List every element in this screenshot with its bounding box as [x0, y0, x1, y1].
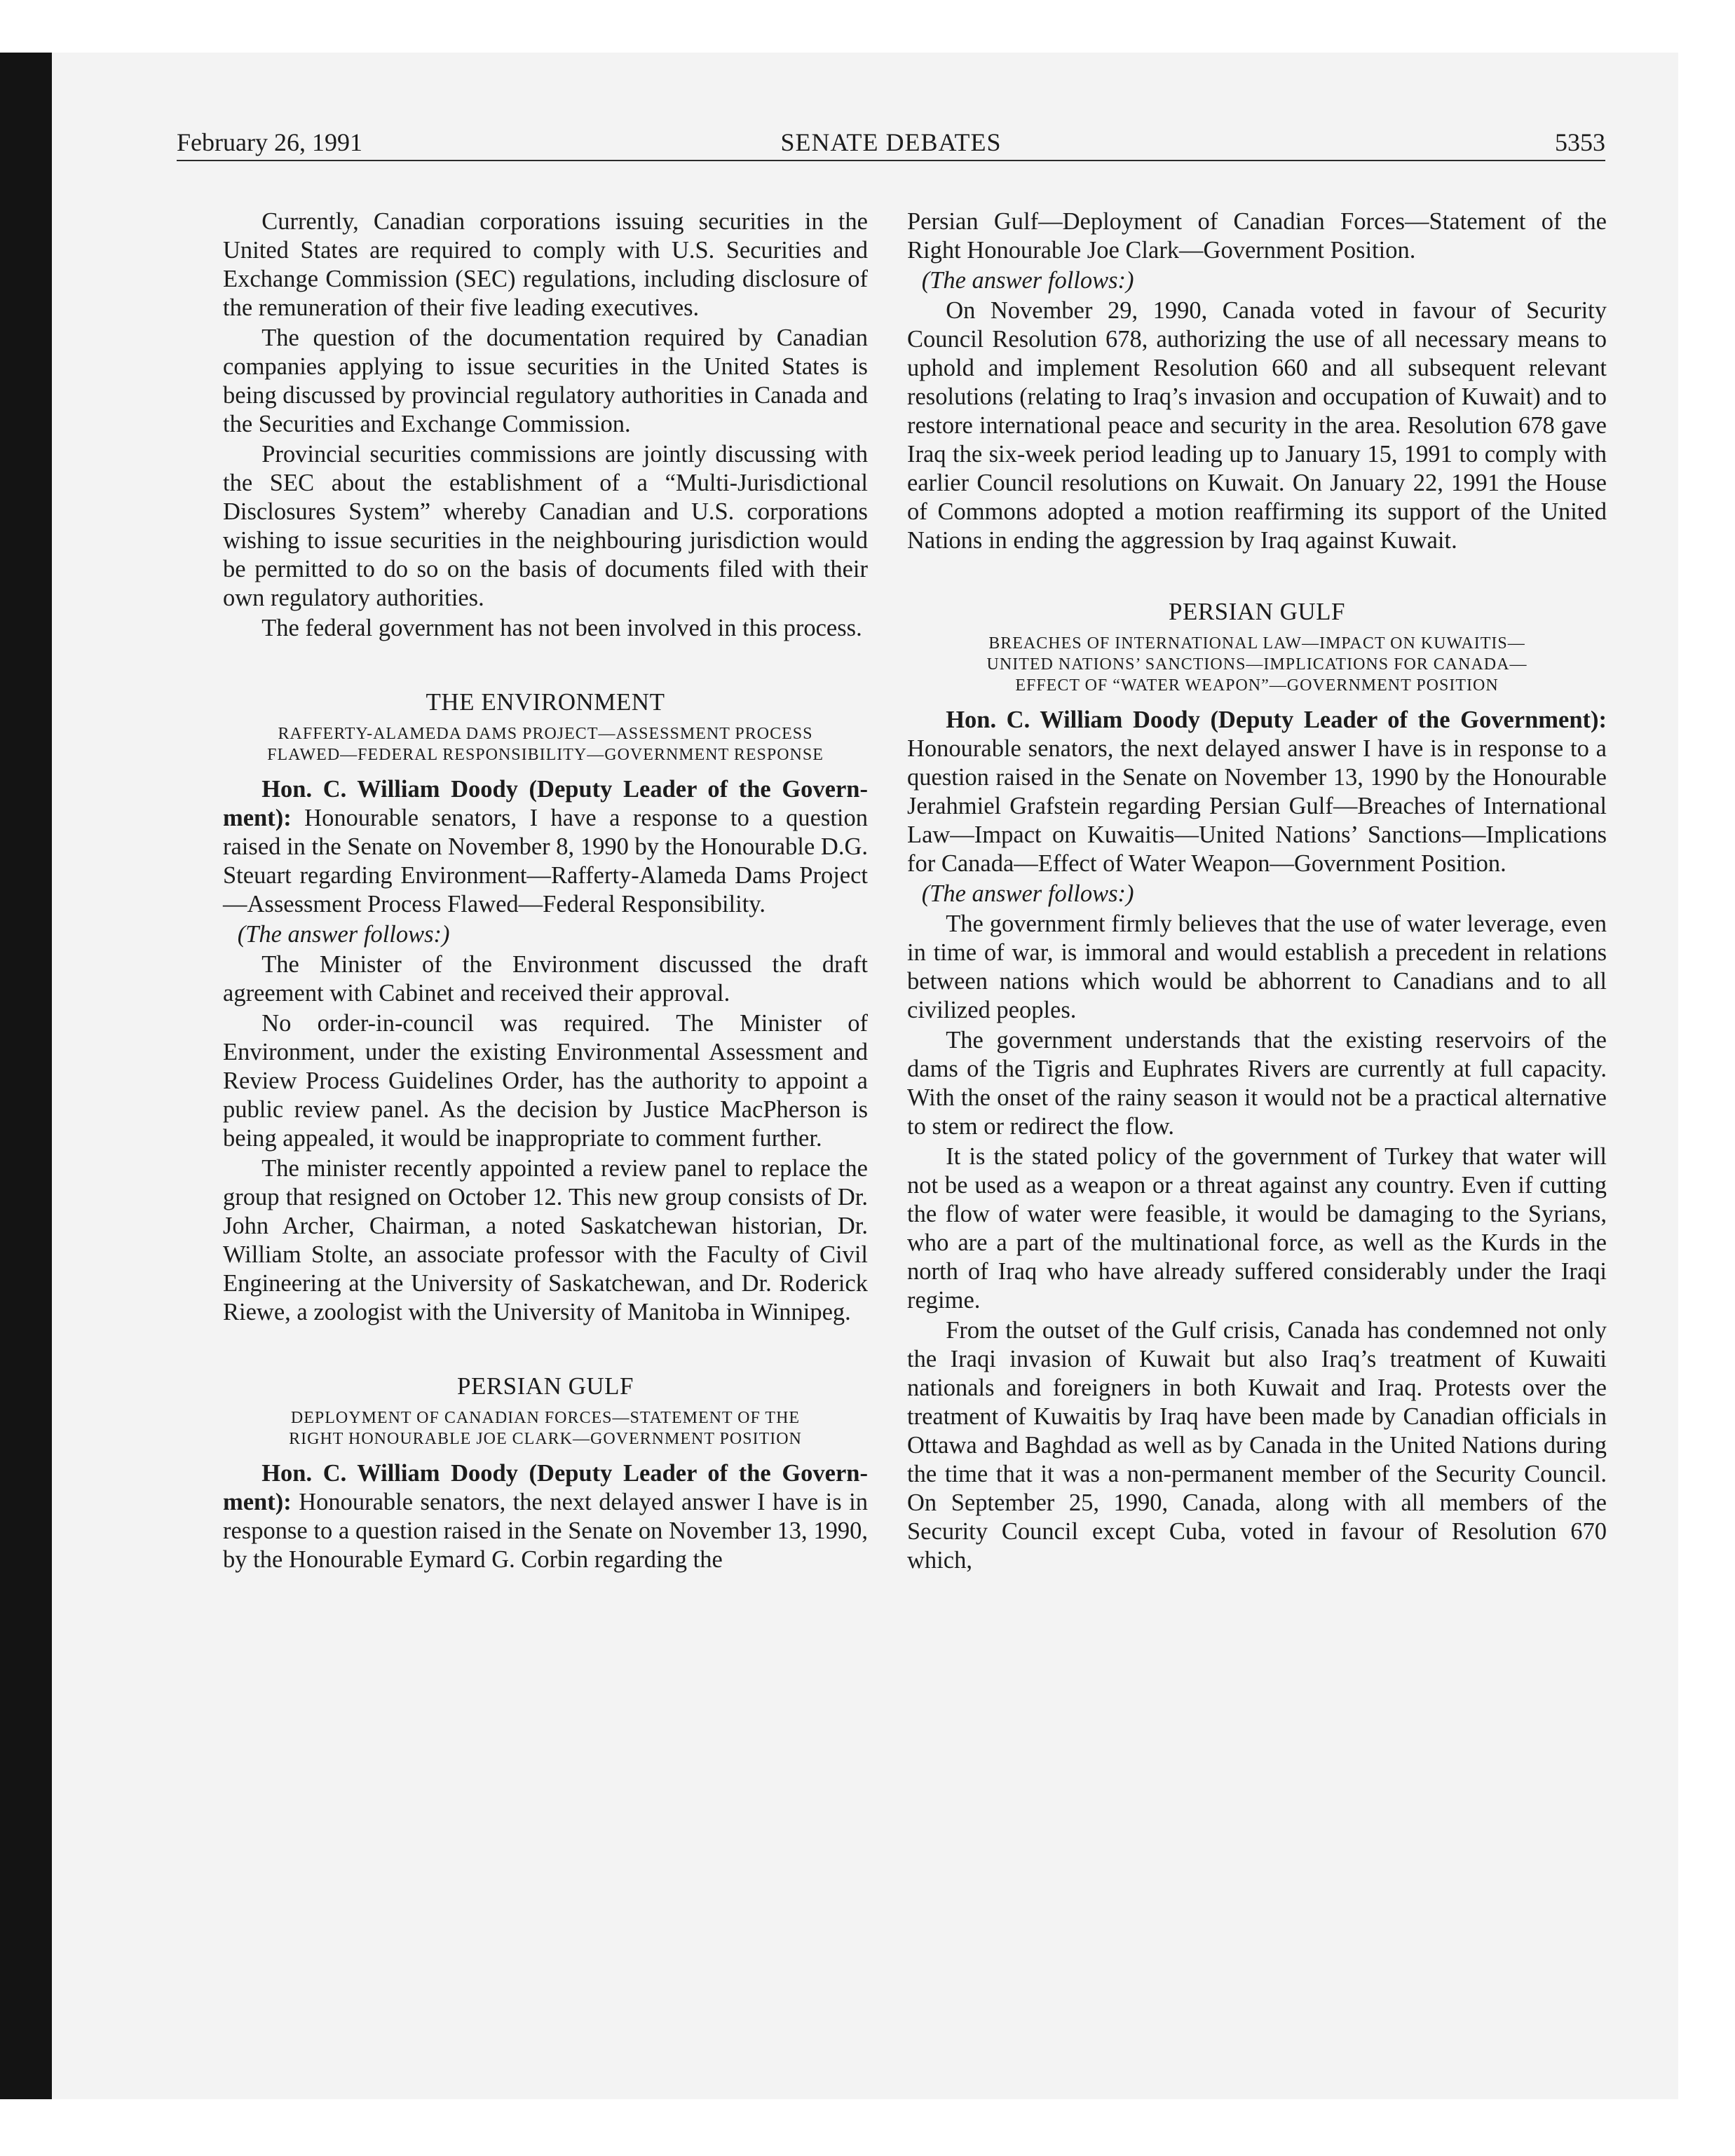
speech-text: Honourable senators, the next delayed answer I have is in response to a question raised in the Senate on November 13, 1990 by the Honourable Jerahmiel Grafstein regarding Persian Gulf—Breaches of International Law—Impact on Kuwaitis—United Nations’ Sanctions—Implications for Canada—Effect of Water Weapon—Government Position.	[907, 735, 1607, 877]
section-subhead	[223, 1407, 868, 1449]
subhead-line: RAFFERTY-ALAMEDA DAMS PROJECT—ASSESSMENT PROCESS	[278, 725, 813, 743]
paragraph: Provincial securities commissions are jointly discussing with the SEC about the establishment of a “Multi-Jurisdictional Disclosures System” whereby Canadian and U.S. corporations wishing to issue securities in the neighbouring jurisdiction would be permitted to do so on the basis of documents filed with their own regulatory authorities.	[223, 441, 868, 611]
speaker-name: Hon. C. William Doody (Deputy Leader of the Government):	[946, 707, 1607, 733]
subhead-line: RIGHT HONOURABLE JOE CLARK—GOVERNMENT POSITION	[289, 1430, 802, 1448]
paragraph: The government understands that the existing reservoirs of the dams of the Tigris and Euphrates Rivers are currently at full capacity. With the onset of the rainy season it would not be a practical alternative to stem or redirect the flow.	[907, 1027, 1607, 1140]
page-number: 5353	[1555, 128, 1605, 156]
subhead-line: EFFECT OF “WATER WEAPON”—GOVERNMENT POSITION	[1015, 676, 1499, 695]
running-header	[177, 125, 1605, 161]
paragraph: The question of the documentation required by Canadian companies applying to issue securities in the United States is being discussed by provincial regulatory authorities in Canada and the Securities and Exchange Commission.	[223, 325, 868, 437]
speech-paragraph	[223, 1459, 868, 1574]
section-subhead	[907, 633, 1607, 696]
speech-paragraph	[907, 706, 1607, 878]
speech-text: Honourable senators, the next delayed answer I have is in response to a question raised in the Senate on November 13, 1990, by the Honourable Eymard G. Corbin regarding the	[223, 1489, 869, 1573]
paragraph: Currently, Canadian corporations issuing securities in the United States are required to comply with U.S. Securities and Exchange Commission (SEC) regulations, including disclosure of the remuneration of their five leading executives.	[223, 208, 868, 321]
paragraph: The Minister of the Environment discussed the draft agreement with Cabinet and received their approval.	[223, 951, 868, 1007]
subhead-line: UNITED NATIONS’ SANCTIONS—IMPLICATIONS FOR CANADA—	[986, 655, 1528, 674]
left-column	[223, 207, 868, 1574]
answer-label: (The answer follows:)	[237, 921, 450, 948]
paragraph: From the outset of the Gulf crisis, Canada has condemned not only the Iraqi invasion of Kuwait but also Iraq’s treatment of Kuwaiti nationals and foreigners in both Kuwait and Iraq. Protests over the treatment of Kuwaitis by Iraq have been made by Canadian officials in Ottawa and Baghdad as well as by Canada in the United Nations during the time that it was a non-permanent member of the Security Council. On September 25, 1990, Canada, along with all members of the Security Council except Cuba, voted in favour of Resolution 670 which,	[907, 1317, 1607, 1574]
paragraph: It is the stated policy of the government of Turkey that water will not be used as a weapon or a threat against any country. Even if cutting the flow of water were feasible, it would be damaging to the Syrians, who are a part of the multinational force, as well as the Kurds in the north of Iraq who have already suffered considerably under the Iraqi regime.	[907, 1143, 1607, 1314]
section-subhead	[223, 723, 868, 765]
speaker-name: Hon. C. William Doody (Deputy Leader of the Government):	[223, 776, 868, 831]
scan-edge	[0, 53, 52, 2099]
section-title-persian-gulf-2: PERSIAN GULF	[1168, 598, 1345, 625]
paragraph: On November 29, 1990, Canada voted in favour of Security Council Resolution 678, authorizing the use of all necessary means to uphold and implement Resolution 660 and all subsequent relevant resolutions (relating to Iraq’s invasion and occupation of Kuwait) and to restore international peace and security in the area. Resolution 678 gave Iraq the six-week period leading up to January 15, 1991 to comply with earlier Council resolutions on Kuwait. On January 22, 1991 the House of Commons adopted a motion reaffirming its support of the United Nations in ending the aggression by Iraq against Kuwait.	[907, 297, 1607, 554]
subhead-line: BREACHES OF INTERNATIONAL LAW—IMPACT ON KUWAITIS—	[988, 634, 1525, 653]
speaker-name: Hon. C. William Doody (Deputy Leader of the Government):	[223, 1460, 868, 1515]
speech-paragraph	[223, 775, 868, 919]
paragraph: The minister recently appointed a review panel to replace the group that resigned on October 12. This new group consists of Dr. John Archer, Chairman, a noted Saskatchewan historian, Dr. William Stolte, an associate professor with the Faculty of Civil Engineering at the University of Saskatchewan, and Dr. Roderick Riewe, a zoologist with the University of Manitoba in Winnipeg.	[223, 1155, 868, 1325]
section-title-persian-gulf: PERSIAN GULF	[456, 1372, 634, 1400]
paragraph: The government firmly believes that the use of water leverage, even in time of war, is immoral and would establish a precedent in relations between nations which would be abhorrent to Canadians and to all civilized peoples.	[907, 910, 1607, 1023]
paragraph: Persian Gulf—Deployment of Canadian Forces—Statement of the Right Honourable Joe Clark—Government Position.	[907, 208, 1607, 264]
speech-text: Honourable senators, I have a response to a question raised in the Senate on November 8, 1990 by the Honourable D.G. Steuart regarding Environment—Rafferty-Alameda Dams Project—Assessment Process Flawed—Federal Responsibility.	[223, 805, 868, 917]
header-title: SENATE DEBATES	[780, 128, 1002, 156]
paragraph: No order-in-council was required. The Minister of Environment, under the existing Environmental Assessment and Review Process Guidelines Order, has the authority to appoint a public review panel. As the decision by Justice MacPherson is being appealed, it would be inappropriate to comment further.	[223, 1010, 868, 1152]
header-date: February 26, 1991	[177, 128, 362, 156]
section-title-environment: THE ENVIRONMENT	[426, 688, 665, 716]
right-column	[907, 207, 1607, 1575]
subhead-line: FLAWED—FEDERAL RESPONSIBILITY—GOVERNMENT RESPONSE	[267, 746, 824, 764]
paragraph: The federal government has not been involved in this process.	[261, 615, 862, 641]
answer-label: (The answer follows:)	[921, 267, 1134, 294]
subhead-line: DEPLOYMENT OF CANADIAN FORCES—STATEMENT OF THE	[290, 1409, 801, 1427]
answer-label: (The answer follows:)	[921, 880, 1134, 907]
